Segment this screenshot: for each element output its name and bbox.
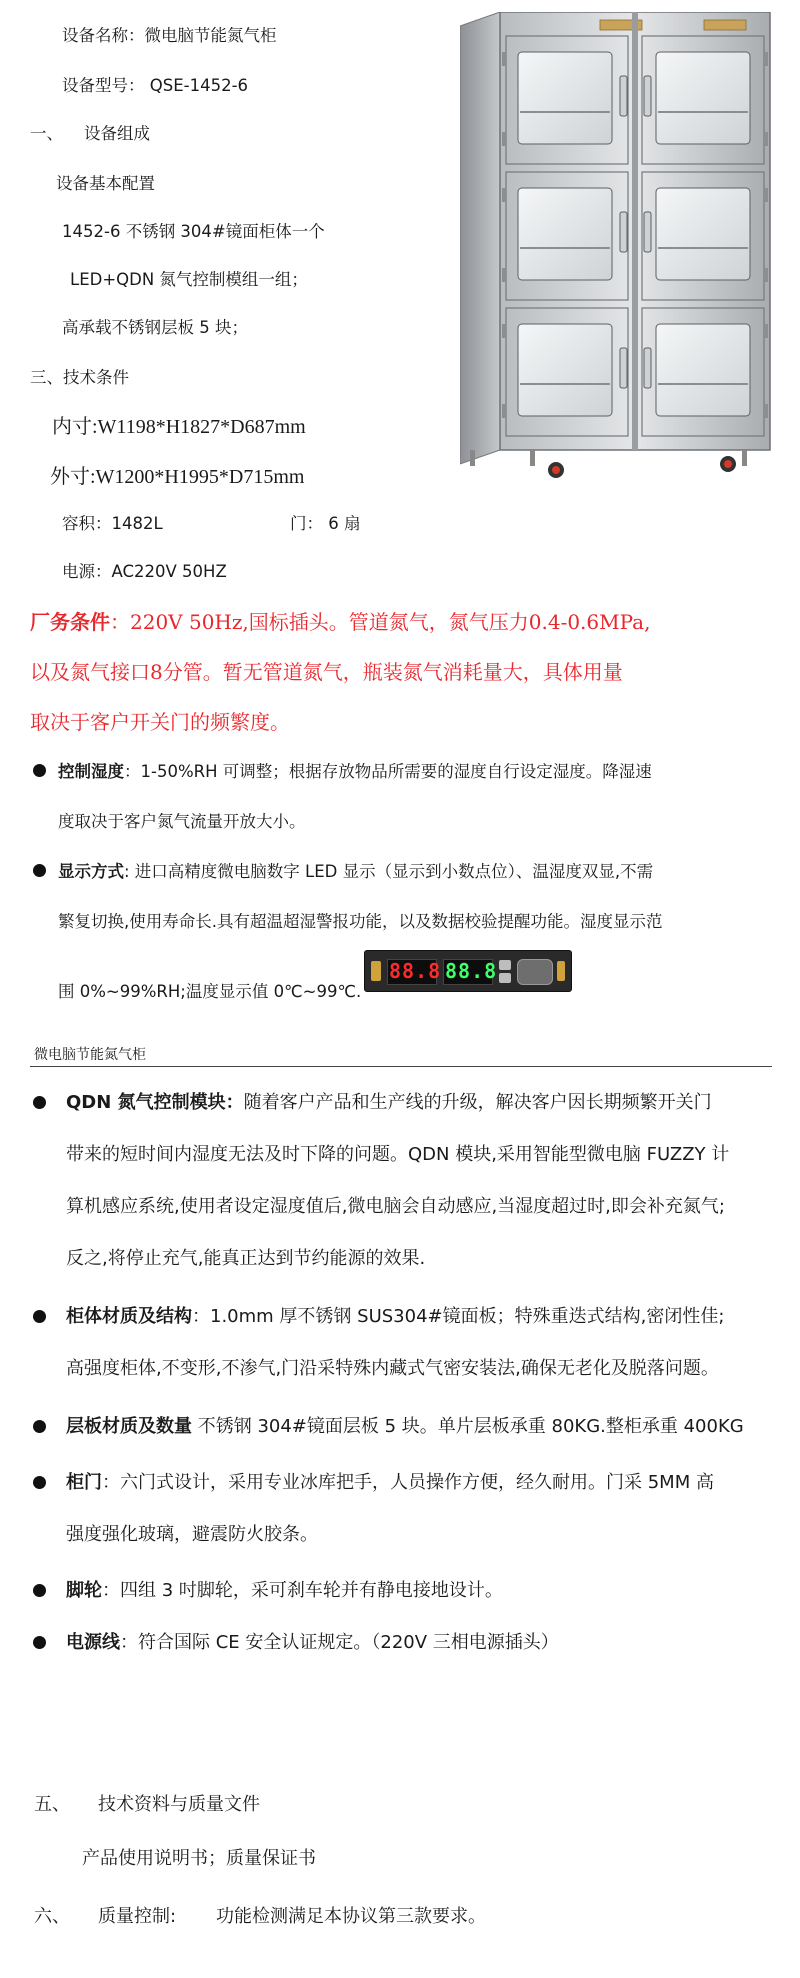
cabinet-material-line: 高强度柜体,不变形,不渗气,门沿采特殊内藏式气密安装法,确保无老化及脱落问题。 bbox=[66, 1358, 719, 1379]
port-icon bbox=[371, 961, 381, 981]
down-button-icon bbox=[499, 973, 511, 983]
cabinet-material-line1: 柜体材质及结构：1.0mm 厚不锈钢 SUS304#镜面板；特殊重迭式结构,密闭性佳; bbox=[66, 1306, 725, 1327]
shelf-material-label: 层板材质及数量 bbox=[66, 1416, 192, 1437]
section6-text: 功能检测满足本协议第三款要求。 bbox=[216, 1906, 486, 1927]
section1-subtitle: 设备基本配置 bbox=[56, 174, 155, 193]
display-label: 显示方式 bbox=[58, 862, 124, 881]
qdn-module-line1: QDN 氮气控制模块：随着客户产品和生产线的升级，解决客户因长期频繁开关门 bbox=[66, 1092, 712, 1113]
door-label: 柜门 bbox=[66, 1472, 102, 1493]
section5-title: 技术资料与质量文件 bbox=[98, 1794, 260, 1815]
temperature-readout: 88.8 bbox=[445, 959, 498, 983]
nitrogen-cabinet-image bbox=[460, 12, 776, 482]
bullet-icon bbox=[33, 764, 46, 777]
humidity-line1: 控制湿度：1-50%RH 可调整；根据存放物品所需要的湿度自行设定湿度。降湿速 bbox=[58, 762, 652, 781]
section5-item: 产品使用说明书；质量保证书 bbox=[82, 1848, 316, 1869]
section1-number: 一、 bbox=[30, 124, 63, 143]
section3-title: 三、技术条件 bbox=[30, 368, 129, 387]
factory-conditions-line3: 取决于客户开关门的频繁度。 bbox=[30, 710, 290, 734]
qdn-module-line: 算机感应系统,使用者设定湿度值后,微电脑会自动感应,当湿度超过时,即会补充氮气; bbox=[66, 1196, 725, 1217]
bullet-icon bbox=[33, 1310, 46, 1323]
display-line2: 繁复切换,使用寿命长.具有超温超湿警报功能，以及数据校验提醒功能。湿度显示范 bbox=[58, 912, 663, 931]
config-item: 1452-6 不锈钢 304#镜面柜体一个 bbox=[62, 222, 325, 241]
door-count: 门： 6 扇 bbox=[290, 514, 361, 533]
factory-conditions-line2: 以及氮气接口8分管。暂无管道氮气，瓶装氮气消耗量大，具体用量 bbox=[30, 660, 623, 684]
led-controller-panel bbox=[364, 950, 572, 992]
factory-conditions-line1: 厂务条件：220V 50Hz,国标插头。管道氮气，氮气压力0.4-0.6MPa, bbox=[30, 610, 651, 634]
display-line1: 显示方式: 进口高精度微电脑数字 LED 显示（显示到小数点位）、温湿度双显,不需 bbox=[58, 862, 654, 881]
section6-number: 六、 bbox=[34, 1906, 70, 1927]
caster-line: 脚轮：四组 3 吋脚轮，采可刹车轮并有静电接地设计。 bbox=[66, 1580, 503, 1601]
door-line: 强度强化玻璃，避震防火胶条。 bbox=[66, 1524, 318, 1545]
section5-number: 五、 bbox=[34, 1794, 70, 1815]
volume: 容积：1482L bbox=[62, 514, 163, 533]
qdn-module-label: QDN 氮气控制模块： bbox=[66, 1092, 244, 1113]
door-line1: 柜门：六门式设计，采用专业冰库把手，人员操作方便，经久耐用。门采 5MM 高 bbox=[66, 1472, 714, 1493]
device-name: 设备名称：微电脑节能氮气柜 bbox=[62, 26, 277, 45]
bullet-icon bbox=[33, 1420, 46, 1433]
shelf-material-line: 层板材质及数量 不锈钢 304#镜面层板 5 块。单片层板承重 80KG.整柜承重 400KG bbox=[66, 1416, 744, 1437]
config-item: 高承载不锈钢层板 5 块； bbox=[62, 318, 248, 337]
cabinet-material-label: 柜体材质及结构 bbox=[66, 1306, 192, 1327]
humidity-readout: 88.8 bbox=[389, 959, 442, 983]
power-cord-line: 电源线：符合国际 CE 安全认证规定。（220V 三相电源插头） bbox=[66, 1632, 559, 1653]
outer-size: 外寸:W1200*H1995*D715mm bbox=[50, 466, 305, 488]
qdn-module-line: 反之,将停止充气,能真正达到节约能源的效果. bbox=[66, 1248, 426, 1269]
power-supply: 电源：AC220V 50HZ bbox=[62, 562, 227, 581]
port-icon bbox=[557, 961, 565, 981]
divider bbox=[30, 1066, 772, 1067]
bullet-icon bbox=[33, 1636, 46, 1649]
bullet-icon bbox=[33, 1584, 46, 1597]
power-cord-label: 电源线 bbox=[66, 1632, 120, 1653]
display-line3: 围 0%~99%RH;温度显示值 0℃~99℃. bbox=[58, 982, 362, 1001]
device-model: 设备型号： QSE-1452-6 bbox=[62, 76, 249, 95]
up-button-icon bbox=[499, 960, 511, 970]
factory-conditions-label: 厂务条件 bbox=[30, 610, 110, 634]
section6-title: 质量控制: bbox=[98, 1906, 177, 1927]
humidity-label: 控制湿度 bbox=[58, 762, 124, 781]
humidity-line2: 度取决于客户氮气流量开放大小。 bbox=[58, 812, 306, 831]
serial-port-icon bbox=[517, 959, 553, 985]
inner-size: 内寸:W1198*H1827*D687mm bbox=[52, 416, 306, 438]
bullet-icon bbox=[33, 1476, 46, 1489]
config-item: LED+QDN 氮气控制模组一组； bbox=[70, 270, 308, 289]
bullet-icon bbox=[33, 1096, 46, 1109]
bullet-icon bbox=[33, 864, 46, 877]
image-caption: 微电脑节能氮气柜 bbox=[34, 1047, 146, 1063]
qdn-module-line: 带来的短时间内湿度无法及时下降的问题。QDN 模块,采用智能型微电脑 FUZZY 计 bbox=[66, 1144, 730, 1165]
section1-title: 设备组成 bbox=[84, 124, 150, 143]
caster-label: 脚轮 bbox=[66, 1580, 102, 1601]
